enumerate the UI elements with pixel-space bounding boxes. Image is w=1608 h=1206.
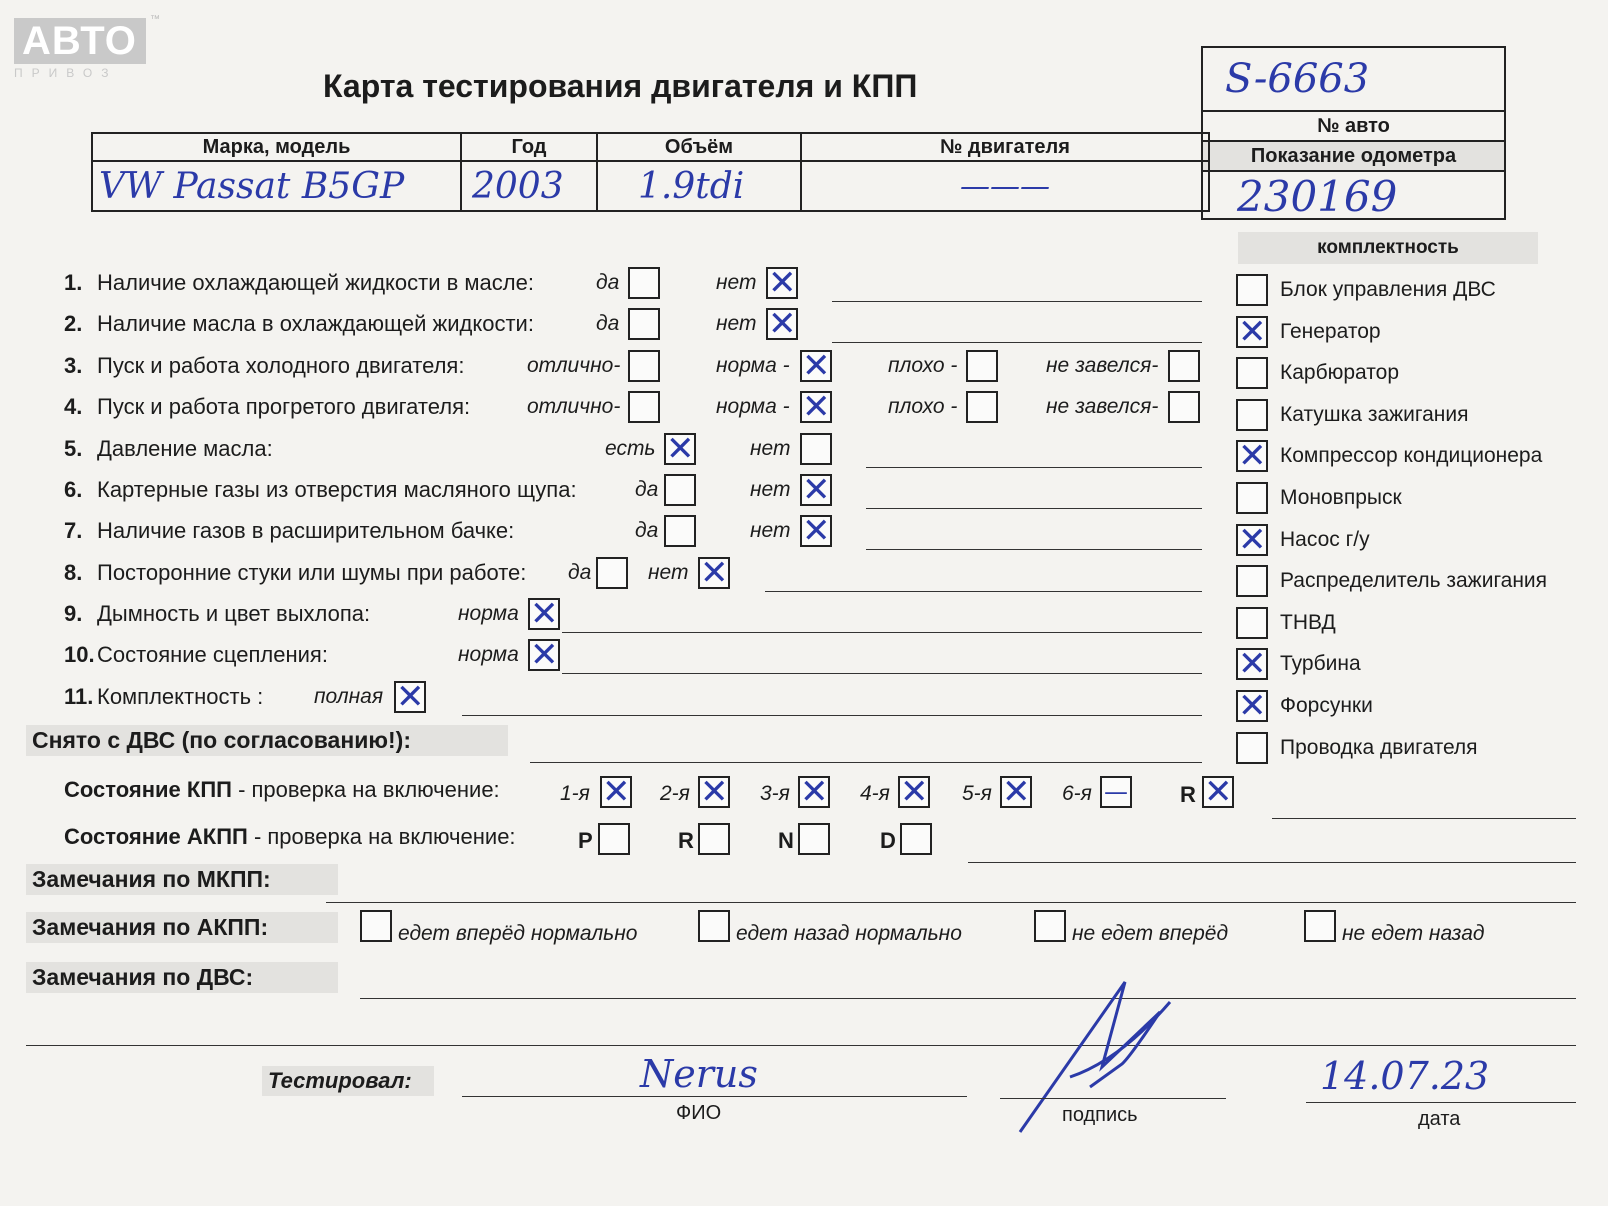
removed-line [530, 762, 1202, 763]
option-label: плохо - [888, 395, 958, 418]
auto-number-block [1201, 46, 1506, 220]
akpp-remark-label: не едет назад [1342, 922, 1485, 945]
completeness-checkbox[interactable] [1236, 732, 1268, 764]
option-label: нет [750, 437, 791, 460]
option-label: да [568, 561, 592, 584]
answer-line [462, 715, 1202, 716]
question-number: 2. [64, 311, 83, 336]
option-label: норма [458, 602, 519, 625]
option-label: нет [750, 519, 791, 542]
page-title: Карта тестирования двигателя и КПП [323, 68, 918, 104]
volume-header: Объём [597, 133, 801, 161]
completeness-checkbox[interactable] [1236, 482, 1268, 514]
completeness-label: Компрессор кондиционера [1280, 444, 1543, 468]
signature-line [1000, 1098, 1226, 1099]
question-text: Картерные газы из отверстия масляного щупа: [97, 477, 577, 502]
year-header: Год [461, 133, 597, 161]
akpp-label-bold: Состояние АКПП [64, 824, 248, 849]
option-checkbox[interactable] [698, 557, 730, 589]
question-text: Наличие масла в охлаждающей жидкости: [97, 311, 534, 336]
option-checkbox[interactable] [394, 681, 426, 713]
option-checkbox[interactable] [766, 267, 798, 299]
date-value: 14.07.23 [1320, 1054, 1490, 1098]
option-label: да [596, 312, 620, 335]
gear-checkbox[interactable] [1000, 776, 1032, 808]
option-label: плохо - [888, 354, 958, 377]
gear-label: 5-я [962, 782, 992, 805]
akpp-remark-label: едет назад нормально [736, 922, 962, 945]
mode-checkbox[interactable] [900, 823, 932, 855]
odometer-label: Показание одометра [1203, 140, 1504, 172]
fio-label: ФИО [676, 1102, 722, 1124]
date-line [1306, 1102, 1576, 1103]
completeness-title: комплектность [1238, 232, 1538, 264]
akpp-label [64, 824, 516, 850]
mode-label: P [578, 828, 593, 853]
gear-checkbox[interactable] [698, 776, 730, 808]
akpp-label-rest: - проверка на включение: [247, 824, 516, 849]
answer-line [562, 632, 1202, 633]
completeness-checkbox[interactable] [1236, 690, 1268, 722]
auto-number-label: № авто [1203, 110, 1504, 140]
option-label: нет [716, 271, 757, 294]
gear-label: 4-я [860, 782, 890, 805]
model-value: VW Passat B5GP [92, 161, 461, 211]
gear-label: 1-я [560, 782, 590, 805]
completeness-checkbox[interactable] [1236, 565, 1268, 597]
option-label: полная [314, 685, 384, 708]
gear-checkbox[interactable] [600, 776, 632, 808]
auto-number-value: S-6663 [1225, 56, 1370, 102]
gear-checkbox[interactable] [1100, 776, 1132, 808]
option-checkbox[interactable] [528, 639, 560, 671]
option-label: норма - [716, 354, 790, 377]
fio-value: Nerus [640, 1052, 758, 1096]
answer-line [832, 342, 1202, 343]
engine-number-header: № двигателя [801, 133, 1209, 161]
completeness-label: Насос г/у [1280, 527, 1370, 551]
akpp-remark-label: не едет вперёд [1072, 922, 1229, 945]
gear-label: R [1180, 782, 1196, 807]
option-checkbox[interactable] [1168, 350, 1200, 382]
completeness-label: Блок управления ДВС [1280, 278, 1496, 301]
mode-label: R [678, 828, 694, 853]
logo-text: АВТО [14, 18, 146, 64]
question-number: 11. [64, 684, 94, 709]
gear-checkbox[interactable] [1202, 776, 1234, 808]
mode-checkbox[interactable] [698, 823, 730, 855]
answer-line [866, 508, 1202, 509]
mode-checkbox[interactable] [598, 823, 630, 855]
akpp-remark-checkbox[interactable] [698, 910, 730, 942]
option-checkbox[interactable] [800, 391, 832, 423]
question-text: Состояние сцепления: [97, 642, 328, 667]
remarks-dvs-line [360, 998, 1576, 999]
removed-label: Снято с ДВС (по согласованию!): [26, 725, 508, 756]
engine-number-value: ——— [801, 161, 1209, 211]
question-number: 3. [64, 353, 83, 378]
completeness-checkbox[interactable] [1236, 399, 1268, 431]
odometer-value: 230169 [1237, 172, 1398, 221]
option-checkbox[interactable] [966, 391, 998, 423]
question-number: 1. [64, 270, 83, 295]
option-checkbox[interactable] [966, 350, 998, 382]
gear-checkbox[interactable] [898, 776, 930, 808]
option-checkbox[interactable] [628, 267, 660, 299]
option-label: да [635, 478, 659, 501]
completeness-label: Генератор [1280, 319, 1381, 343]
akpp-remark-checkbox[interactable] [1034, 910, 1066, 942]
option-checkbox[interactable] [664, 433, 696, 465]
option-checkbox[interactable] [800, 433, 832, 465]
option-checkbox[interactable] [596, 557, 628, 589]
completeness-checkbox[interactable] [1236, 357, 1268, 389]
mode-checkbox[interactable] [798, 823, 830, 855]
option-checkbox[interactable] [528, 598, 560, 630]
volume-value: 1.9tdi [597, 161, 801, 211]
option-label: норма [458, 643, 519, 666]
option-label: отлично- [527, 354, 621, 377]
question-text: Дымность и цвет выхлопа: [97, 601, 371, 626]
option-checkbox[interactable] [664, 474, 696, 506]
option-checkbox[interactable] [628, 308, 660, 340]
completeness-label: Форсунки [1280, 694, 1373, 717]
gear-checkbox[interactable] [798, 776, 830, 808]
akpp-remark-label: едет вперёд нормально [398, 922, 638, 945]
gear-label: 2-я [660, 782, 690, 805]
option-label: отлично- [527, 395, 621, 418]
signature-label: подпись [1062, 1104, 1138, 1126]
option-checkbox[interactable] [664, 515, 696, 547]
completeness-checkbox[interactable] [1236, 440, 1268, 472]
logo [14, 14, 160, 80]
logo-subtext: ПРИВОЗ [14, 66, 118, 80]
remarks-mkpp-label: Замечания по МКПП: [26, 864, 338, 895]
option-label: нет [648, 561, 689, 584]
option-checkbox[interactable] [628, 391, 660, 423]
question-number: 9. [64, 601, 83, 626]
question-text: Наличие охлаждающей жидкости в масле: [97, 270, 534, 295]
completeness-checkbox[interactable] [1236, 274, 1268, 306]
akpp-remark-checkbox[interactable] [360, 910, 392, 942]
option-label: есть [605, 437, 656, 460]
option-checkbox[interactable] [800, 350, 832, 382]
option-label: норма - [716, 395, 790, 418]
option-label: да [635, 519, 659, 542]
option-label: не завелся- [1046, 354, 1159, 377]
fio-line [462, 1096, 967, 1097]
question-number: 6. [64, 477, 83, 502]
question-text: Давление масла: [97, 436, 273, 461]
logo-trademark: ™ [150, 14, 160, 25]
completeness-label: Карбюратор [1280, 361, 1400, 385]
gear-label: 3-я [760, 782, 790, 805]
completeness-checkbox[interactable] [1236, 316, 1268, 348]
question-number: 5. [64, 436, 83, 461]
akpp-remark-checkbox[interactable] [1304, 910, 1336, 942]
answer-line [866, 549, 1202, 550]
remarks-extra-line [26, 1045, 1576, 1046]
question-text: Пуск и работа прогретого двигателя: [97, 394, 471, 419]
completeness-label: Распределитель зажигания [1280, 569, 1548, 593]
completeness-label: Турбина [1280, 652, 1361, 676]
option-checkbox[interactable] [766, 308, 798, 340]
completeness-checkbox[interactable] [1236, 607, 1268, 639]
date-label: дата [1418, 1108, 1461, 1130]
option-checkbox[interactable] [1168, 391, 1200, 423]
akpp-line [968, 862, 1576, 863]
remarks-dvs-label: Замечания по ДВС: [26, 962, 338, 993]
completeness-label: ТНВД [1280, 610, 1336, 634]
question-number: 4. [64, 394, 83, 419]
mode-label: D [880, 828, 896, 853]
year-value: 2003 [461, 161, 597, 211]
remarks-akpp-label: Замечания по АКПП: [26, 912, 338, 943]
completeness-checkbox[interactable] [1236, 524, 1268, 556]
kpp-line [1272, 818, 1576, 819]
vehicle-info-table [91, 132, 1210, 212]
option-checkbox[interactable] [800, 515, 832, 547]
completeness-label: Моновпрыск [1280, 486, 1402, 509]
option-label: нет [750, 478, 791, 501]
question-text: Пуск и работа холодного двигателя: [97, 353, 465, 378]
question-number: 7. [64, 518, 83, 543]
answer-line [866, 467, 1202, 468]
model-header: Марка, модель [92, 133, 461, 161]
question-text: Наличие газов в расширительном бачке: [97, 518, 515, 543]
remarks-mkpp-line [326, 902, 1576, 903]
completeness-label: Проводка двигателя [1280, 735, 1478, 759]
completeness-checkbox[interactable] [1236, 648, 1268, 680]
gear-label: 6-я [1062, 782, 1092, 805]
question-number: 10. [64, 642, 95, 667]
question-text: Комплектность : [97, 684, 264, 709]
kpp-label-bold: Состояние КПП [64, 777, 232, 802]
question-text: Посторонние стуки или шумы при работе: [97, 560, 527, 585]
option-label: не завелся- [1046, 395, 1159, 418]
answer-line [832, 301, 1202, 302]
option-checkbox[interactable] [800, 474, 832, 506]
option-label: да [596, 271, 620, 294]
completeness-label: Катушка зажигания [1280, 402, 1469, 426]
kpp-label [64, 777, 500, 803]
answer-line [562, 673, 1202, 674]
question-number: 8. [64, 560, 83, 585]
option-checkbox[interactable] [628, 350, 660, 382]
tested-by-label: Тестировал: [262, 1066, 434, 1096]
option-label: нет [716, 312, 757, 335]
kpp-label-rest: - проверка на включение: [231, 777, 500, 802]
mode-label: N [778, 828, 794, 853]
answer-line [765, 591, 1202, 592]
